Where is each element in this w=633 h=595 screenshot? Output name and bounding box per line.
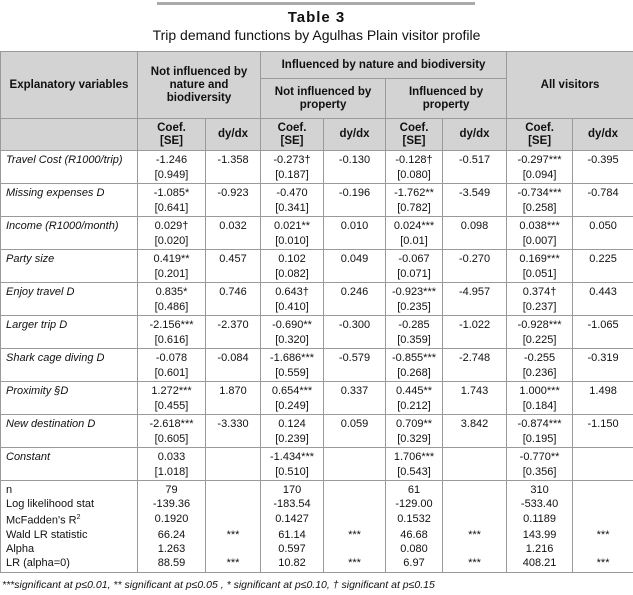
stat-significance — [206, 511, 261, 528]
stat-value: 0.1427 — [261, 511, 324, 528]
header-dydx: dy/dx — [573, 119, 633, 151]
se-value: [0.235] — [397, 301, 431, 313]
coef-value: 0.169*** — [519, 253, 560, 265]
stat-value: 1.216 — [507, 542, 573, 556]
dydx-value: -0.300 — [324, 316, 386, 349]
coef-value: 0.038*** — [519, 220, 560, 232]
coef-value: -0.874*** — [517, 418, 562, 430]
se-value: [0.949] — [154, 169, 189, 181]
stat-significance — [324, 511, 386, 528]
coef-value: 0.419** — [153, 253, 190, 265]
coef-value: -0.067 — [398, 253, 430, 265]
coef-value: 0.124 — [278, 418, 306, 430]
dydx-value: -0.084 — [206, 349, 261, 382]
variable-name: Missing expenses D — [1, 184, 138, 217]
stat-value: 310 — [507, 481, 573, 498]
stat-significance — [324, 542, 386, 556]
stat-value: 0.597 — [261, 542, 324, 556]
se-value: [1.018] — [154, 466, 189, 478]
variable-name: Shark cage diving D — [1, 349, 138, 382]
dydx-value: 0.010 — [324, 217, 386, 250]
dydx-value: 3.842 — [443, 415, 507, 448]
coef-value: 0.445** — [395, 385, 433, 397]
stat-label — [1, 528, 138, 542]
stat-label — [1, 497, 138, 511]
dydx-value: -0.784 — [573, 184, 633, 217]
coef-cell — [386, 283, 443, 316]
dydx-value: 0.225 — [573, 250, 633, 283]
coef-cell — [507, 349, 573, 382]
stat-significance — [324, 481, 386, 498]
header-dydx: dy/dx — [443, 119, 507, 151]
dydx-value: -2.370 — [206, 316, 261, 349]
coef-cell — [138, 217, 206, 250]
coef-label: Coef. — [157, 121, 186, 134]
coef-cell — [386, 184, 443, 217]
se-value: [0.601] — [154, 367, 189, 379]
se-value: [0.616] — [154, 334, 189, 346]
variable-name: Constant — [1, 448, 138, 481]
stat-value: -139.36 — [138, 497, 206, 511]
stat-label — [1, 481, 138, 498]
se-value: [0.094] — [522, 169, 557, 181]
dydx-value: 1.498 — [573, 382, 633, 415]
se-value: [0.359] — [397, 334, 431, 346]
dydx-value: 0.457 — [206, 250, 261, 283]
table-row — [1, 316, 633, 349]
dydx-value: -4.957 — [443, 283, 507, 316]
variable-name: Proximity §D — [1, 382, 138, 415]
coef-cell — [507, 382, 573, 415]
coef-cell — [138, 448, 206, 481]
stat-row — [1, 542, 633, 556]
coef-cell — [386, 250, 443, 283]
dydx-value: -1.065 — [573, 316, 633, 349]
stat-significance — [443, 481, 507, 498]
stat-label-text: Alpha — [6, 542, 35, 555]
stat-significance: *** — [443, 528, 507, 542]
se-label: [SE] — [160, 134, 183, 147]
se-value: [0.184] — [522, 400, 557, 412]
se-value: [0.510] — [275, 466, 309, 478]
se-value: [0.010] — [275, 235, 309, 247]
table-row — [1, 151, 633, 184]
stat-label — [1, 556, 138, 573]
stat-significance: *** — [324, 556, 386, 573]
coef-cell — [138, 349, 206, 382]
stat-significance — [573, 497, 633, 511]
dydx-value: -0.270 — [443, 250, 507, 283]
dydx-value — [324, 448, 386, 481]
se-value: [0.225] — [522, 334, 557, 346]
footnote: ***significant at p≤0.01, ** significant at p≤0.05 , * significant at p≤0.10, † significant at p≤0.15 — [2, 579, 435, 591]
se-value: [0.01] — [400, 235, 428, 247]
stat-label-text: n — [6, 484, 13, 496]
coef-value: 0.643† — [275, 286, 309, 298]
coef-value: 0.033 — [157, 451, 186, 463]
coef-value: 0.029† — [154, 220, 189, 232]
coef-value: -1.246 — [155, 154, 188, 166]
coef-value: -0.855*** — [391, 352, 437, 364]
stat-label-text: Log likelihood stat — [6, 498, 95, 510]
stat-value: 46.68 — [386, 528, 443, 542]
se-value: [0.071] — [397, 268, 431, 280]
coef-cell — [507, 316, 573, 349]
header-explanatory: Explanatory variables — [1, 52, 138, 119]
coef-value: -0.734*** — [517, 187, 562, 199]
stat-significance — [206, 481, 261, 498]
se-value: [0.268] — [397, 367, 431, 379]
header-coef-se — [261, 119, 324, 151]
se-value: [0.082] — [275, 268, 309, 280]
stat-value: 1.263 — [138, 542, 206, 556]
top-rule — [157, 2, 475, 5]
table-row — [1, 415, 633, 448]
stat-label-text: McFadden's R — [6, 514, 77, 527]
coef-cell — [507, 217, 573, 250]
coef-value: 0.835* — [155, 286, 188, 298]
coef-value: -0.285 — [398, 319, 430, 331]
se-value: [0.080] — [397, 169, 431, 181]
se-value: [0.201] — [154, 268, 189, 280]
se-value: [0.239] — [275, 433, 309, 445]
header-not-influenced: Not influenced by nature and biodiversity — [138, 52, 261, 119]
coef-cell — [261, 448, 324, 481]
coef-cell — [138, 184, 206, 217]
stat-significance — [573, 542, 633, 556]
stat-significance — [443, 511, 507, 528]
stat-row — [1, 497, 633, 511]
coef-label: Coef. — [399, 121, 429, 134]
coef-cell — [507, 448, 573, 481]
superscript: 2 — [76, 514, 81, 521]
dydx-value: -0.395 — [573, 151, 633, 184]
coef-value: 0.102 — [278, 253, 306, 265]
coef-cell — [507, 415, 573, 448]
stat-significance: *** — [443, 556, 507, 573]
coef-cell — [261, 217, 324, 250]
coef-cell — [386, 448, 443, 481]
dydx-value: -0.923 — [206, 184, 261, 217]
dydx-value: -0.130 — [324, 151, 386, 184]
se-value: [0.641] — [154, 202, 189, 214]
table-title: Table 3 — [287, 9, 346, 26]
coef-cell — [386, 316, 443, 349]
table-row — [1, 349, 633, 382]
coef-value: 0.024*** — [393, 220, 435, 232]
stat-value: -129.00 — [386, 497, 443, 511]
stat-significance — [573, 511, 633, 528]
coef-cell — [138, 151, 206, 184]
stat-label-text: LR (alpha=0) — [6, 556, 70, 569]
stat-significance: *** — [573, 528, 633, 542]
stat-value: 6.97 — [386, 556, 443, 573]
coef-cell — [138, 415, 206, 448]
coef-value: 0.021** — [273, 220, 311, 232]
dydx-value: 0.032 — [206, 217, 261, 250]
coef-cell — [507, 283, 573, 316]
stat-value: -183.54 — [261, 497, 324, 511]
coef-cell — [386, 151, 443, 184]
se-value: [0.020] — [154, 235, 189, 247]
coef-value: 1.000*** — [519, 385, 560, 397]
se-value: [0.051] — [522, 268, 557, 280]
header-influenced-property: Influenced by property — [386, 79, 507, 119]
dydx-value: -3.549 — [443, 184, 507, 217]
dydx-value: 0.050 — [573, 217, 633, 250]
dydx-value: 0.059 — [324, 415, 386, 448]
dydx-value: -2.748 — [443, 349, 507, 382]
stat-significance: *** — [206, 556, 261, 573]
se-value: [0.258] — [522, 202, 557, 214]
stat-value: 88.59 — [138, 556, 206, 573]
variable-name: Larger trip D — [1, 316, 138, 349]
header-coef-se — [507, 119, 573, 151]
se-value: [0.249] — [275, 400, 309, 412]
coef-value: -0.297*** — [517, 154, 562, 166]
coef-cell — [261, 349, 324, 382]
coef-cell — [138, 382, 206, 415]
coef-label: Coef. — [277, 121, 307, 134]
variable-name: Travel Cost (R1000/trip) — [1, 151, 138, 184]
coef-value: -0.078 — [155, 352, 188, 364]
header-all-visitors: All visitors — [507, 52, 633, 119]
coef-value: -0.690** — [272, 319, 312, 331]
stat-value: 61 — [386, 481, 443, 498]
se-value: [0.486] — [154, 301, 189, 313]
stat-significance — [443, 542, 507, 556]
coef-value: -0.255 — [523, 352, 556, 364]
dydx-value: 0.246 — [324, 283, 386, 316]
se-value: [0.605] — [154, 433, 189, 445]
coef-cell — [138, 316, 206, 349]
table-row — [1, 250, 633, 283]
dydx-value — [573, 448, 633, 481]
header-blank — [1, 119, 138, 151]
dydx-value: -1.358 — [206, 151, 261, 184]
dydx-value: 0.443 — [573, 283, 633, 316]
coef-label: Coef. — [525, 121, 554, 134]
header-coef-se — [138, 119, 206, 151]
table-row — [1, 448, 633, 481]
results-table — [0, 51, 633, 573]
se-value: [0.356] — [522, 466, 557, 478]
stat-significance — [443, 497, 507, 511]
stat-significance: *** — [206, 528, 261, 542]
coef-cell — [507, 151, 573, 184]
coef-cell — [507, 250, 573, 283]
header-coef-se — [386, 119, 443, 151]
coef-cell — [386, 349, 443, 382]
se-value: [0.195] — [522, 433, 557, 445]
coef-cell — [261, 382, 324, 415]
dydx-value: -3.330 — [206, 415, 261, 448]
coef-cell — [386, 415, 443, 448]
se-value: [0.007] — [522, 235, 557, 247]
coef-cell — [261, 415, 324, 448]
stat-value: 143.99 — [507, 528, 573, 542]
dydx-value: 0.337 — [324, 382, 386, 415]
stat-significance — [324, 497, 386, 511]
coef-value: -0.470 — [276, 187, 308, 199]
stat-value: -533.40 — [507, 497, 573, 511]
stat-value: 61.14 — [261, 528, 324, 542]
dydx-value: -0.517 — [443, 151, 507, 184]
dydx-value: -1.150 — [573, 415, 633, 448]
coef-value: 0.654*** — [271, 385, 313, 397]
variable-name: New destination D — [1, 415, 138, 448]
se-value: [0.329] — [397, 433, 431, 445]
stat-significance: *** — [573, 556, 633, 573]
coef-cell — [507, 184, 573, 217]
coef-cell — [261, 151, 324, 184]
header-not-influenced-property: Not influenced by property — [261, 79, 386, 119]
stat-value: 0.1189 — [507, 511, 573, 528]
coef-value: -1.686*** — [269, 352, 315, 364]
coef-value: -0.923*** — [391, 286, 437, 298]
header-dydx: dy/dx — [206, 119, 261, 151]
dydx-value: -0.319 — [573, 349, 633, 382]
stat-row — [1, 528, 633, 542]
coef-value: 1.272*** — [151, 385, 192, 397]
dydx-value: -0.579 — [324, 349, 386, 382]
stat-row — [1, 481, 633, 498]
se-label: [SE] — [280, 134, 304, 147]
coef-value: -1.434*** — [269, 451, 315, 463]
stat-value: 170 — [261, 481, 324, 498]
se-value: [0.782] — [397, 202, 431, 214]
stat-value: 0.080 — [386, 542, 443, 556]
se-value: [0.455] — [154, 400, 189, 412]
variable-name: Enjoy travel D — [1, 283, 138, 316]
table-row — [1, 217, 633, 250]
dydx-value — [443, 448, 507, 481]
se-value: [0.320] — [275, 334, 309, 346]
table-row — [1, 283, 633, 316]
stat-significance — [573, 481, 633, 498]
dydx-value: 1.743 — [443, 382, 507, 415]
table-row — [1, 382, 633, 415]
stat-value: 79 — [138, 481, 206, 498]
coef-cell — [386, 217, 443, 250]
stat-significance: *** — [324, 528, 386, 542]
dydx-value: 0.049 — [324, 250, 386, 283]
stat-significance — [206, 542, 261, 556]
se-value: [0.559] — [275, 367, 309, 379]
stat-label — [1, 542, 138, 556]
variable-name: Income (R1000/month) — [1, 217, 138, 250]
stat-value: 0.1532 — [386, 511, 443, 528]
coef-value: 1.706*** — [393, 451, 435, 463]
coef-value: -1.085* — [153, 187, 190, 199]
dydx-value: 0.098 — [443, 217, 507, 250]
coef-cell — [138, 283, 206, 316]
stat-value: 66.24 — [138, 528, 206, 542]
header-dydx: dy/dx — [324, 119, 386, 151]
coef-value: -1.762** — [394, 187, 434, 199]
se-value: [0.410] — [275, 301, 309, 313]
dydx-value: 1.870 — [206, 382, 261, 415]
se-label: [SE] — [528, 134, 552, 147]
header-influenced: Influenced by nature and biodiversity — [261, 52, 507, 79]
coef-value: -0.128† — [395, 154, 433, 166]
coef-value: -0.770** — [519, 451, 560, 463]
stat-row — [1, 556, 633, 573]
stat-label-text: Wald LR statistic — [6, 528, 88, 541]
stat-value: 0.1920 — [138, 511, 206, 528]
stat-row — [1, 511, 633, 528]
table-subtitle: Trip demand functions by Agulhas Plain visitor profile — [152, 27, 481, 43]
coef-cell — [261, 250, 324, 283]
se-value: [0.236] — [522, 367, 557, 379]
se-value: [0.187] — [275, 169, 309, 181]
dydx-value: 0.746 — [206, 283, 261, 316]
variable-name: Party size — [1, 250, 138, 283]
coef-value: -2.156*** — [149, 319, 194, 331]
dydx-value: -1.022 — [443, 316, 507, 349]
coef-value: -0.273† — [273, 154, 311, 166]
se-value: [0.237] — [522, 301, 557, 313]
se-value: [0.212] — [397, 400, 431, 412]
table-row — [1, 184, 633, 217]
stat-label — [1, 511, 138, 528]
coef-value: 0.709** — [395, 418, 433, 430]
coef-cell — [386, 382, 443, 415]
se-value: [0.543] — [397, 466, 431, 478]
coef-value: -2.618*** — [149, 418, 194, 430]
stat-significance — [206, 497, 261, 511]
se-label: [SE] — [402, 134, 426, 147]
coef-cell — [138, 250, 206, 283]
coef-cell — [261, 316, 324, 349]
stat-value: 10.82 — [261, 556, 324, 573]
coef-value: -0.928*** — [517, 319, 562, 331]
se-value: [0.341] — [275, 202, 309, 214]
dydx-value — [206, 448, 261, 481]
coef-cell — [261, 283, 324, 316]
dydx-value: -0.196 — [324, 184, 386, 217]
stat-value: 408.21 — [507, 556, 573, 573]
coef-value: 0.374† — [522, 286, 557, 298]
coef-cell — [261, 184, 324, 217]
